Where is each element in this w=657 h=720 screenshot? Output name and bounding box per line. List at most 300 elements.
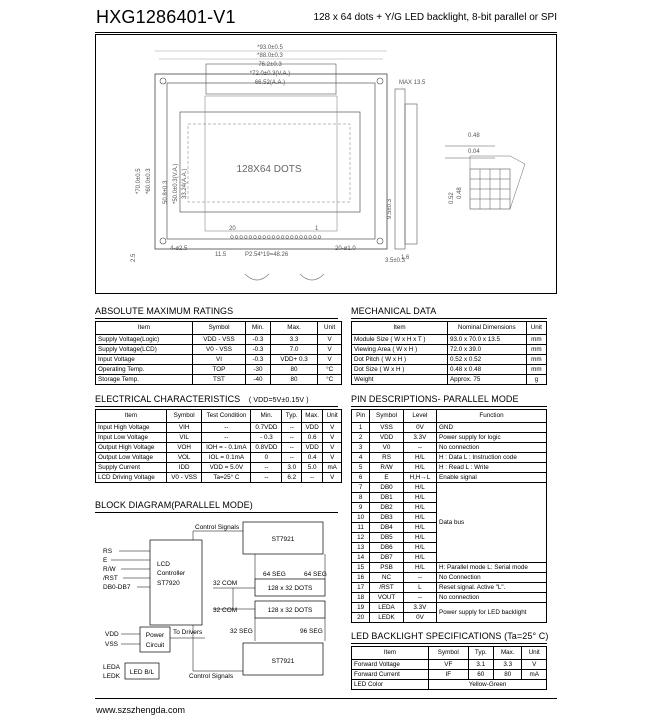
table-cell: VDD xyxy=(301,423,322,433)
active-area xyxy=(188,124,350,202)
table-cell: H/L xyxy=(403,513,436,523)
dim-label: 50.8±0.3 xyxy=(163,180,169,204)
dim-label: *70.0±0.5 xyxy=(136,168,142,194)
section-rule xyxy=(351,643,547,644)
table-cell: mA xyxy=(522,670,547,680)
bottom-tab xyxy=(245,274,269,280)
table-row xyxy=(352,583,547,593)
table-cell: VOH xyxy=(166,443,202,453)
table-cell: V xyxy=(318,345,342,355)
section-rule xyxy=(95,318,338,319)
table-cell: Dot Size ( W x H ) xyxy=(352,365,448,375)
connector-pin xyxy=(258,236,261,239)
table-cell: 14 xyxy=(352,553,370,563)
table-cell: 3 xyxy=(352,443,370,453)
table-cell: Approx. 75 xyxy=(447,375,526,385)
table-cell: 0V xyxy=(403,423,436,433)
table-cell: V xyxy=(323,453,342,463)
table-cell: IF xyxy=(429,670,468,680)
col-header: Item xyxy=(96,322,193,335)
table-cell: NC xyxy=(370,573,404,583)
table-cell: H: Parallel mode L: Serial mode xyxy=(437,563,547,573)
table-cell: DB5 xyxy=(370,533,404,543)
col-header: Item xyxy=(352,322,448,335)
table-row xyxy=(96,443,342,453)
table-row xyxy=(352,453,547,463)
dim-label: 1.6 xyxy=(401,255,410,261)
table-cell: 3.0 xyxy=(282,463,301,473)
table-cell: 3.3V xyxy=(403,603,436,613)
input-label: RS xyxy=(103,548,113,555)
block-title: BLOCK DIAGRAM(PARALLEL MODE) xyxy=(95,500,253,510)
connector-pin xyxy=(295,236,298,239)
table-cell: Viewing Area ( W x H ) xyxy=(352,345,448,355)
table-cell: Input Low Voltage xyxy=(96,433,167,443)
table-cell: 80 xyxy=(270,375,317,385)
table-row xyxy=(96,453,342,463)
table-cell: IOL = 0.1mA xyxy=(202,453,251,463)
connector-pin xyxy=(277,236,280,239)
table-cell: Forward Current xyxy=(352,670,429,680)
col-header: Typ. xyxy=(282,410,301,423)
connector-pin xyxy=(272,236,275,239)
table-cell: IOH = - 0.1mA xyxy=(202,443,251,453)
table-cell: V0 - VSS xyxy=(166,473,202,483)
section-rule xyxy=(351,406,547,407)
col-header: Max. xyxy=(494,647,522,660)
dim-label: 1 xyxy=(315,226,319,232)
table-cell: 6.2 xyxy=(282,473,301,483)
table-cell: mm xyxy=(526,365,546,375)
table-cell: -- xyxy=(403,593,436,603)
table-cell: DB0 xyxy=(370,483,404,493)
col-header: Symbol xyxy=(370,410,404,423)
table-cell: 0.6 xyxy=(301,433,322,443)
table-cell: -0.3 xyxy=(246,345,271,355)
input-label: R/W xyxy=(103,566,116,573)
table-cell: 16 xyxy=(352,573,370,583)
side-view xyxy=(395,89,405,249)
dim-label: *72.0±0.3(V.A.) xyxy=(249,71,291,77)
table-cell: H/L xyxy=(403,523,436,533)
table-cell: V xyxy=(522,660,547,670)
table-cell: H/L xyxy=(403,553,436,563)
table-cell: H/L xyxy=(403,463,436,473)
table-row xyxy=(352,375,547,385)
connector-pin xyxy=(263,236,266,239)
table-cell: V xyxy=(323,443,342,453)
com-label: 32 COM xyxy=(213,607,238,614)
input-label: /RST xyxy=(103,575,118,582)
dim-label: *50.0±0.3(V.A.) xyxy=(173,163,179,204)
table-cell: H,H→L xyxy=(403,473,436,483)
table-cell: Reset signal. Active "L". xyxy=(437,583,547,593)
table-cell: 0.7VDD xyxy=(251,423,282,433)
col-header: Symbol xyxy=(166,410,202,423)
col-header: Symbol xyxy=(192,322,245,335)
table-header-row xyxy=(96,322,342,335)
col-header: Unit xyxy=(522,647,547,660)
table-cell: PSB xyxy=(370,563,404,573)
table-cell: 3.3V xyxy=(403,433,436,443)
table-cell: H : Read L : Write xyxy=(437,463,547,473)
table-cell: V xyxy=(323,473,342,483)
dim-label: 20-ø1.0 xyxy=(335,246,356,252)
dim-label: 0.52 xyxy=(449,192,455,204)
table-cell: mm xyxy=(526,345,546,355)
table-cell: H/L xyxy=(403,503,436,513)
table-row xyxy=(352,355,547,365)
col-header: Unit xyxy=(318,322,342,335)
table-cell: 6 xyxy=(352,473,370,483)
table-cell: -- xyxy=(251,473,282,483)
table-cell: VDD - VSS xyxy=(192,335,245,345)
elec-condition: ( VDD=5V±0.15V ) xyxy=(248,397,309,404)
input-label: E xyxy=(103,557,108,564)
st7921-top-label: ST7921 xyxy=(271,536,295,543)
footer-rule xyxy=(95,698,557,699)
table-cell: 15 xyxy=(352,563,370,573)
table-cell: 72.0 x 39.0 xyxy=(447,345,526,355)
col-header: Max. xyxy=(270,322,317,335)
amr-title: ABSOLUTE MAXIMUM RATINGS xyxy=(95,306,234,316)
table-cell: 4 xyxy=(352,453,370,463)
table-row xyxy=(352,433,547,443)
table-cell: Output Low Voltage xyxy=(96,453,167,463)
table-row xyxy=(352,660,547,670)
dim-label: P2.54*19=48.26 xyxy=(245,252,289,258)
table-cell: DB4 xyxy=(370,523,404,533)
connector-pin xyxy=(240,236,243,239)
table-cell: E xyxy=(370,473,404,483)
page-subtitle: 128 x 64 dots + Y/G LED backlight, 8-bit parallel or SPI xyxy=(313,12,557,23)
table-cell: Forward Voltage xyxy=(352,660,429,670)
mech-table xyxy=(351,321,547,385)
table-cell: -- xyxy=(282,423,301,433)
table-cell: 13 xyxy=(352,543,370,553)
col-header: Item xyxy=(352,647,429,660)
dim-label: 3.5±0.3 xyxy=(385,258,405,264)
table-cell: GND xyxy=(437,423,547,433)
table-cell: LEDA xyxy=(370,603,404,613)
dim-label: 0.48 xyxy=(468,133,480,139)
col-header: Pin xyxy=(352,410,370,423)
table-cell: VDD+ 0.3 xyxy=(270,355,317,365)
table-cell: 3.3 xyxy=(494,660,522,670)
col-header: Unit xyxy=(526,322,546,335)
table-cell: 2 xyxy=(352,433,370,443)
dim-label: *88.0±0.3 xyxy=(257,53,283,59)
dots-label-1: 128 x 32 DOTS xyxy=(267,585,313,592)
drawing-frame xyxy=(96,35,557,294)
table-cell: 0.4 xyxy=(301,453,322,463)
table-cell: Yellow-Green xyxy=(429,680,547,690)
table-cell: mA xyxy=(323,463,342,473)
led-power-cell: Power supply for LED backlight xyxy=(437,603,547,623)
side-view-pcb xyxy=(405,104,417,244)
table-cell: -0.3 xyxy=(246,335,271,345)
table-row xyxy=(352,365,547,375)
table-cell: V0 - VSS xyxy=(192,345,245,355)
pins-title: PIN DESCRIPTIONS- PARALLEL MODE xyxy=(351,394,519,404)
connector-pin xyxy=(231,236,234,239)
vss-label: VSS xyxy=(105,641,119,648)
table-cell: H/L xyxy=(403,563,436,573)
table-cell: 19 xyxy=(352,603,370,613)
table-cell: VOL xyxy=(166,453,202,463)
mount-hole xyxy=(377,238,383,244)
table-cell: -- xyxy=(301,473,322,483)
dim-label: 76.2±0.3 xyxy=(258,62,282,68)
table-cell: TOP xyxy=(192,365,245,375)
table-cell: Supply Voltage(Logic) xyxy=(96,335,193,345)
table-cell: 7 xyxy=(352,483,370,493)
control-signals-bottom: Control Signals xyxy=(189,673,234,680)
table-cell: 5 xyxy=(352,463,370,473)
ledk-label: LEDK xyxy=(103,673,120,680)
table-row xyxy=(96,433,342,443)
power-circuit-line: Circuit xyxy=(145,642,165,649)
table-cell: DB7 xyxy=(370,553,404,563)
table-cell: V xyxy=(318,355,342,365)
bezel-outline xyxy=(167,83,375,239)
leda-label: LEDA xyxy=(103,664,120,671)
seg-label: 32 SEG xyxy=(230,628,253,635)
mount-hole xyxy=(160,238,166,244)
connector-pin xyxy=(290,236,293,239)
table-cell: -- xyxy=(282,443,301,453)
table-cell: -- xyxy=(403,573,436,583)
table-header-row xyxy=(352,410,547,423)
lcd-controller-line: LCD xyxy=(157,561,171,568)
table-row xyxy=(96,423,342,433)
table-cell: VSS xyxy=(370,423,404,433)
table-cell: 17 xyxy=(352,583,370,593)
to-drivers-label: To Drivers xyxy=(173,629,203,636)
elec-title xyxy=(95,394,309,404)
table-cell: /RST xyxy=(370,583,404,593)
table-row xyxy=(96,473,342,483)
table-cell: H/L xyxy=(403,493,436,503)
block-diagram xyxy=(95,513,340,683)
connector-pin xyxy=(244,236,247,239)
table-cell: °C xyxy=(318,375,342,385)
table-row xyxy=(96,365,342,375)
mechanical-drawing xyxy=(95,34,557,294)
table-cell: V0 xyxy=(370,443,404,453)
dim-label: 0.04 xyxy=(468,149,480,155)
connector-pin xyxy=(249,236,252,239)
table-cell: VDD xyxy=(370,433,404,443)
table-cell: R/W xyxy=(370,463,404,473)
dim-label: 4-ø2.5 xyxy=(170,246,188,252)
table-cell: TST xyxy=(192,375,245,385)
table-row xyxy=(352,670,547,680)
dim-label: *60.0±0.3 xyxy=(146,168,152,194)
table-cell: 93.0 x 70.0 x 13.5 xyxy=(447,335,526,345)
table-cell: Supply Voltage(LCD) xyxy=(96,345,193,355)
table-cell: -- xyxy=(202,423,251,433)
header-rule xyxy=(95,32,557,33)
dim-label: 0.48 xyxy=(457,187,463,199)
dots-label-2: 128 x 32 DOTS xyxy=(267,607,313,614)
table-cell: Ta=25° C xyxy=(202,473,251,483)
connector-pin xyxy=(235,236,238,239)
bottom-tab xyxy=(300,274,324,280)
input-label: DB0-DB7 xyxy=(103,584,131,591)
table-row xyxy=(352,443,547,453)
col-header: Min. xyxy=(246,322,271,335)
table-cell: 0.8VDD xyxy=(251,443,282,453)
viewing-area xyxy=(180,112,360,212)
seg-label: 64 SEG xyxy=(304,571,327,578)
connector-pin xyxy=(313,236,316,239)
table-cell: -- xyxy=(282,433,301,443)
table-cell: 20 xyxy=(352,613,370,623)
table-cell: 0.48 x 0.48 xyxy=(447,365,526,375)
connector-pin xyxy=(304,236,307,239)
table-row xyxy=(96,463,342,473)
table-cell: H/L xyxy=(403,483,436,493)
table-cell: 3.1 xyxy=(468,660,494,670)
vdd-label: VDD xyxy=(105,631,119,638)
backlight-table xyxy=(351,646,547,690)
table-cell: H/L xyxy=(403,543,436,553)
table-cell: 7.0 xyxy=(270,345,317,355)
table-cell: 9 xyxy=(352,503,370,513)
table-cell: 18 xyxy=(352,593,370,603)
table-header-row xyxy=(96,410,342,423)
connector-pin xyxy=(267,236,270,239)
table-cell: 0 xyxy=(251,453,282,463)
pins-table xyxy=(351,409,547,623)
table-cell: No Connection xyxy=(437,573,547,583)
seg-label: 64 SEG xyxy=(263,571,286,578)
table-cell: No connection xyxy=(437,593,547,603)
table-cell: Input Voltage xyxy=(96,355,193,365)
table-cell: DB1 xyxy=(370,493,404,503)
table-cell: RS xyxy=(370,453,404,463)
databus-cell: Data bus xyxy=(437,483,547,563)
table-cell: -40 xyxy=(246,375,271,385)
com-label: 32 COM xyxy=(213,580,238,587)
dim-label: MAX 13.5 xyxy=(399,80,426,86)
table-cell: VDD = 5.0V xyxy=(202,463,251,473)
table-cell: VDD xyxy=(301,443,322,453)
table-cell: mm xyxy=(526,335,546,345)
col-header: Level xyxy=(403,410,436,423)
connector-pin xyxy=(318,236,321,239)
connector-pin xyxy=(281,236,284,239)
connector-pin xyxy=(286,236,289,239)
connector-pins xyxy=(231,236,321,239)
table-cell: H/L xyxy=(403,533,436,543)
table-row xyxy=(96,345,342,355)
col-header: Symbol xyxy=(429,647,468,660)
col-header: Nominal Dimensions xyxy=(447,322,526,335)
table-cell: °C xyxy=(318,365,342,375)
table-cell: Supply Current xyxy=(96,463,167,473)
st7921-bottom-label: ST7921 xyxy=(271,658,295,665)
table-cell: - 0.3 xyxy=(251,433,282,443)
table-row xyxy=(352,603,547,613)
table-cell: VF xyxy=(429,660,468,670)
col-header: Function xyxy=(437,410,547,423)
table-cell: -- xyxy=(251,463,282,473)
table-cell: DB2 xyxy=(370,503,404,513)
dim-label: 20 xyxy=(229,226,236,232)
table-header-row xyxy=(352,647,547,660)
backlight-title: LED BACKLIGHT SPECIFICATIONS (Ta=25° C) xyxy=(351,631,549,641)
table-cell: 80 xyxy=(270,365,317,375)
table-cell: 80 xyxy=(494,670,522,680)
table-cell: Dot Pitch ( W x H ) xyxy=(352,355,448,365)
table-cell: -- xyxy=(202,433,251,443)
table-cell: mm xyxy=(526,355,546,365)
table-cell: 60 xyxy=(468,670,494,680)
mech-title: MECHANICAL DATA xyxy=(351,306,437,316)
table-cell: VIH xyxy=(166,423,202,433)
table-cell: DB3 xyxy=(370,513,404,523)
table-row xyxy=(352,593,547,603)
connector-pin xyxy=(309,236,312,239)
col-header: Item xyxy=(96,410,167,423)
table-cell: Weight xyxy=(352,375,448,385)
table-cell: -- xyxy=(403,443,436,453)
table-cell: 0V xyxy=(403,613,436,623)
table-cell: LEDK xyxy=(370,613,404,623)
connector-pin xyxy=(254,236,257,239)
table-cell: LED Color xyxy=(352,680,429,690)
lcd-controller-line: ST7920 xyxy=(157,580,180,587)
col-header: Max. xyxy=(301,410,322,423)
table-cell: Enable signal xyxy=(437,473,547,483)
table-cell: -30 xyxy=(246,365,271,375)
col-header: Test Condition xyxy=(202,410,251,423)
dim-label: 33.24(A.A.) xyxy=(182,168,188,199)
table-row xyxy=(352,423,547,433)
table-row xyxy=(352,335,547,345)
top-frame xyxy=(206,64,336,94)
connector-pin xyxy=(300,236,303,239)
mount-hole xyxy=(160,78,166,84)
table-cell: VOUT xyxy=(370,593,404,603)
led-bl-label: LED B/L xyxy=(129,669,155,676)
table-row xyxy=(352,573,547,583)
table-row xyxy=(352,345,547,355)
table-row xyxy=(352,483,547,493)
elec-title-text: ELECTRICAL CHARACTERISTICS xyxy=(95,394,241,404)
table-row xyxy=(352,563,547,573)
table-cell: 0.52 x 0.52 xyxy=(447,355,526,365)
dim-label: *93.0±0.5 xyxy=(257,45,283,51)
table-cell: VI xyxy=(192,355,245,365)
table-cell: L xyxy=(403,583,436,593)
table-cell: Input High Voltage xyxy=(96,423,167,433)
table-cell: Operating Temp. xyxy=(96,365,193,375)
table-row xyxy=(352,680,547,690)
lcd-controller-line: Controller xyxy=(157,570,186,577)
power-circuit-line: Power xyxy=(145,632,165,639)
footer-url: www.szszhengda.com xyxy=(96,705,186,715)
table-cell: 5.0 xyxy=(301,463,322,473)
dim-label: 11.5 xyxy=(215,252,227,258)
table-cell: -- xyxy=(282,453,301,463)
table-cell: Power supply for logic xyxy=(437,433,547,443)
table-row xyxy=(96,355,342,365)
table-cell: No connection xyxy=(437,443,547,453)
table-cell: IDD xyxy=(166,463,202,473)
